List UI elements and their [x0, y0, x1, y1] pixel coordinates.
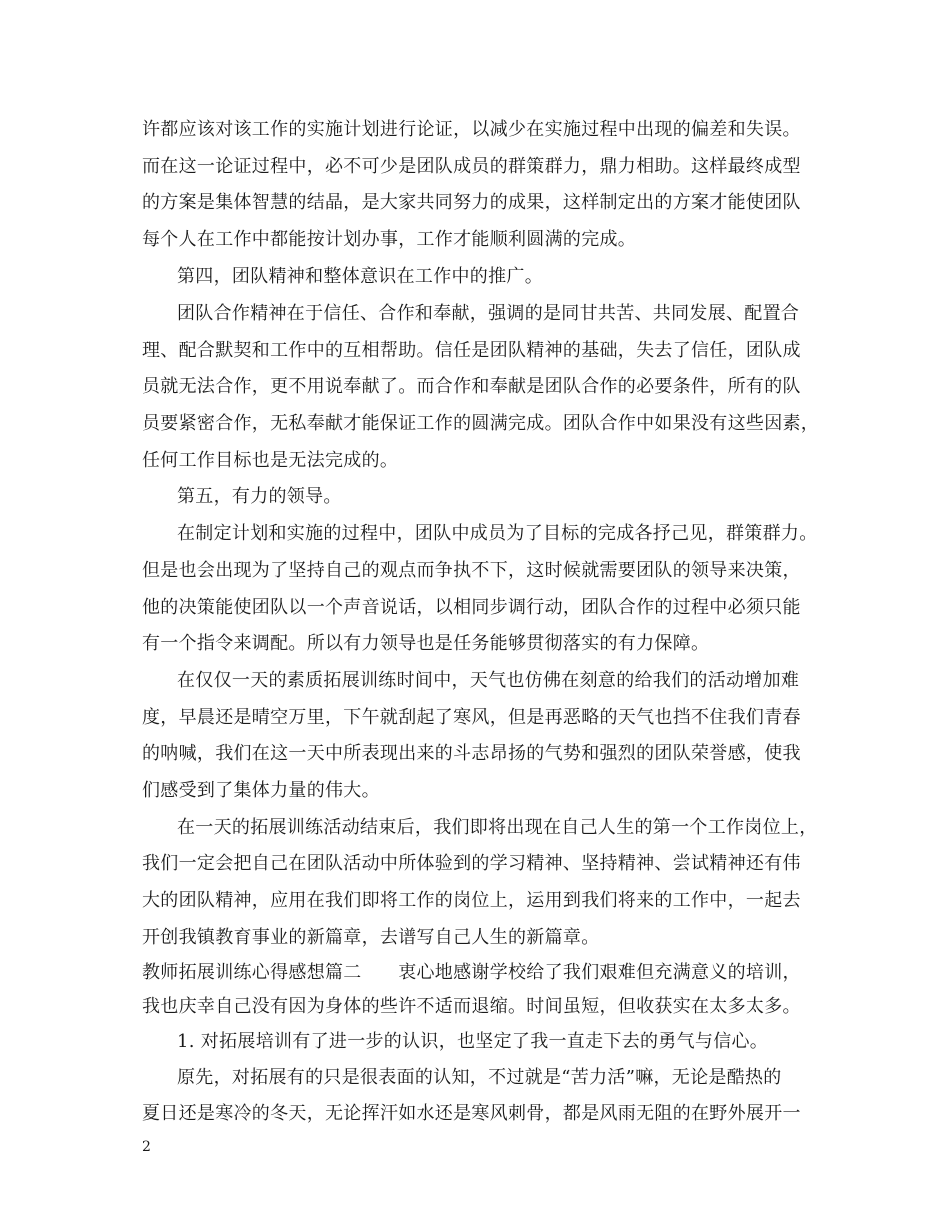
text-line: 们感受到了集体力量的伟大。	[142, 780, 380, 801]
text-line: 但是也会出现为了坚持自己的观点而争执不下，这时候就需要团队的领导来决策，	[142, 560, 801, 581]
text-line: 任何工作目标也是无法完成的。	[142, 450, 399, 471]
text-line: 开创我镇教育事业的新篇章，去谱写自己人生的新篇章。	[142, 927, 600, 948]
text-line: 员要紧密合作，无私奉献才能保证工作的圆满完成。团队合作中如果没有这些因素，	[142, 413, 820, 434]
text-line: 原先，对拓展有的只是很表面的认知，不过就是“苦力活”嘛，无论是酷热的	[177, 1067, 782, 1088]
section-heading: 第四，团队精神和整体意识在工作中的推广。	[177, 266, 543, 287]
text-line: 在制定计划和实施的过程中，团队中成员为了目标的完成各抒己见，群策群力。	[177, 523, 818, 544]
text-line: 在一天的拓展训练活动结束后，我们即将出现在自己人生的第一个工作岗位上，	[177, 817, 818, 838]
text-line: 每个人在工作中都能按计划办事，工作才能顺利圆满的完成。	[142, 229, 637, 250]
text-line: 在仅仅一天的素质拓展训练时间中，天气也仿佛在刻意的给我们的活动增加难	[177, 670, 800, 691]
text-line: 员就无法合作，更不用说奉献了。而合作和奉献是团队合作的必要条件，所有的队	[142, 376, 801, 397]
page-number: 2	[142, 1139, 151, 1155]
text-line: 他的决策能使团队以一个声音说话，以相同步调行动，团队合作的过程中必须只能	[142, 597, 801, 618]
text-line: 度，早晨还是晴空万里，下午就刮起了寒风，但是再恶略的天气也挡不住我们青春	[142, 707, 801, 728]
section-heading: 第五，有力的领导。	[177, 486, 342, 507]
text-line: 的方案是集体智慧的结晶，是大家共同努力的成果，这样制定出的方案才能使团队	[142, 192, 801, 213]
list-item: 1. 对拓展培训有了进一步的认识，也坚定了我一直走下去的勇气与信心。	[177, 1031, 769, 1052]
text-line: 的呐喊，我们在这一天中所表现出来的斗志昂扬的气势和强烈的团队荣誉感，使我	[142, 743, 801, 764]
text-line: 理、配合默契和工作中的互相帮助。信任是团队精神的基础，失去了信任，团队成	[142, 340, 801, 361]
text-line: 而在这一论证过程中，必不可少是团队成员的群策群力，鼎力相助。这样最终成型	[142, 156, 801, 177]
text-line: 夏日还是寒冷的冬天，无论挥汗如水还是寒风刺骨，都是风雨无阻的在野外展开一	[142, 1103, 801, 1124]
text-line: 大的团队精神，应用在我们即将工作的岗位上，运用到我们将来的工作中，一起去	[142, 890, 801, 911]
text-line: 我也庆幸自己没有因为身体的些许不适而退缩。时间虽短，但收获实在太多太多。	[142, 996, 801, 1017]
text-line: 我们一定会把自己在团队活动中所体验到的学习精神、坚持精神、尝试精神还有伟	[142, 853, 801, 874]
text-line: 有一个指令来调配。所以有力领导也是任务能够贯彻落实的有力保障。	[142, 633, 710, 654]
text-line: 许都应该对该工作的实施计划进行论证，以减少在实施过程中出现的偏差和失误。	[142, 119, 801, 140]
article-title-line: 教师拓展训练心得感想篇二 衷心地感谢学校给了我们艰难但充满意义的培训，	[142, 962, 801, 983]
text-line: 团队合作精神在于信任、合作和奉献，强调的是同甘共苦、共同发展、配置合	[177, 303, 800, 324]
